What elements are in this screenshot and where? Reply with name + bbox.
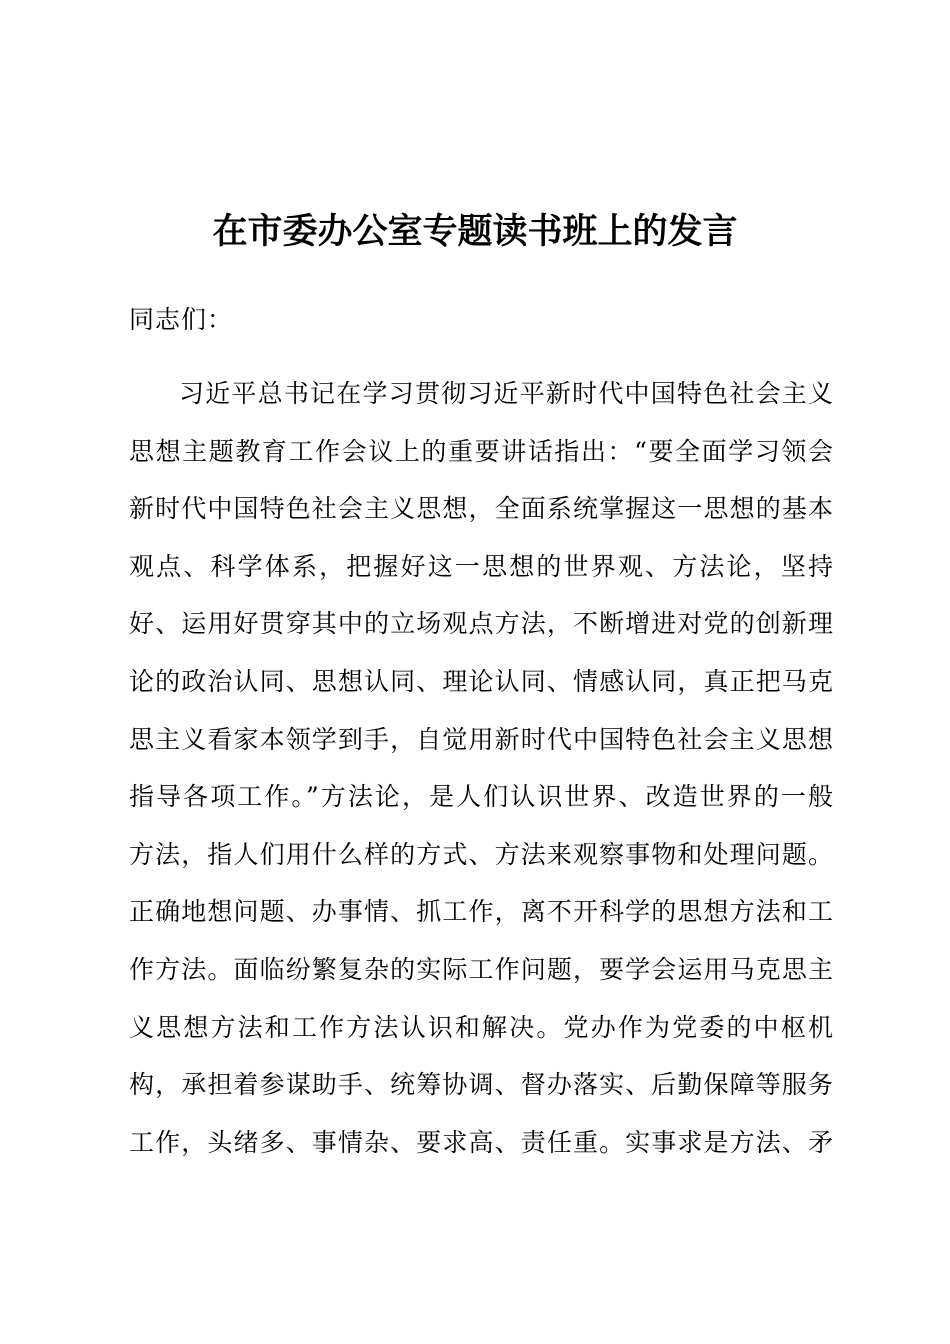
document-title: 在市委办公室专题读书班上的发言 — [212, 211, 738, 252]
paragraph-line: 方法，指人们用什么样的方式、方法来观察事物和处理问题。 — [129, 839, 833, 869]
paragraph-line: 正确地想问题、办事情、抓工作，离不开科学的思想方法和工 — [129, 897, 833, 927]
paragraph-line: 论的政治认同、思想认同、理论认同、情感认同，真正把马克 — [129, 666, 833, 696]
paragraph-line: 义思想方法和工作方法认识和解决。党办作为党委的中枢机 — [129, 1012, 833, 1042]
paragraph-line: 新时代中国特色社会主义思想，全面系统掌握这一思想的基本 — [129, 494, 833, 524]
salutation: 同志们： — [129, 305, 234, 334]
paragraph-line: 作方法。面临纷繁复杂的实际工作问题，要学会运用马克思主 — [129, 954, 833, 984]
paragraph-line: 好、运用好贯穿其中的立场观点方法，不断增进对党的创新理 — [129, 609, 833, 639]
paragraph-line: 思主义看家本领学到手，自觉用新时代中国特色社会主义思想 — [129, 724, 833, 754]
paragraph-line: 指导各项工作。”方法论，是人们认识世界、改造世界的一般 — [129, 782, 833, 812]
body-paragraph — [129, 372, 833, 1178]
paragraph-line: 构，承担着参谋助手、统筹协调、督办落实、后勤保障等服务 — [129, 1070, 833, 1100]
paragraph-line: 习近平总书记在学习贯彻习近平新时代中国特色社会主义 — [179, 379, 833, 408]
paragraph-line: 观点、科学体系，把握好这一思想的世界观、方法论，坚持 — [129, 551, 833, 581]
paragraph-line: 工作，头绪多、事情杂、要求高、责任重。实事求是方法、矛 — [129, 1127, 833, 1157]
paragraph-line: 思想主题教育工作会议上的重要讲话指出：“要全面学习领会 — [129, 436, 833, 466]
